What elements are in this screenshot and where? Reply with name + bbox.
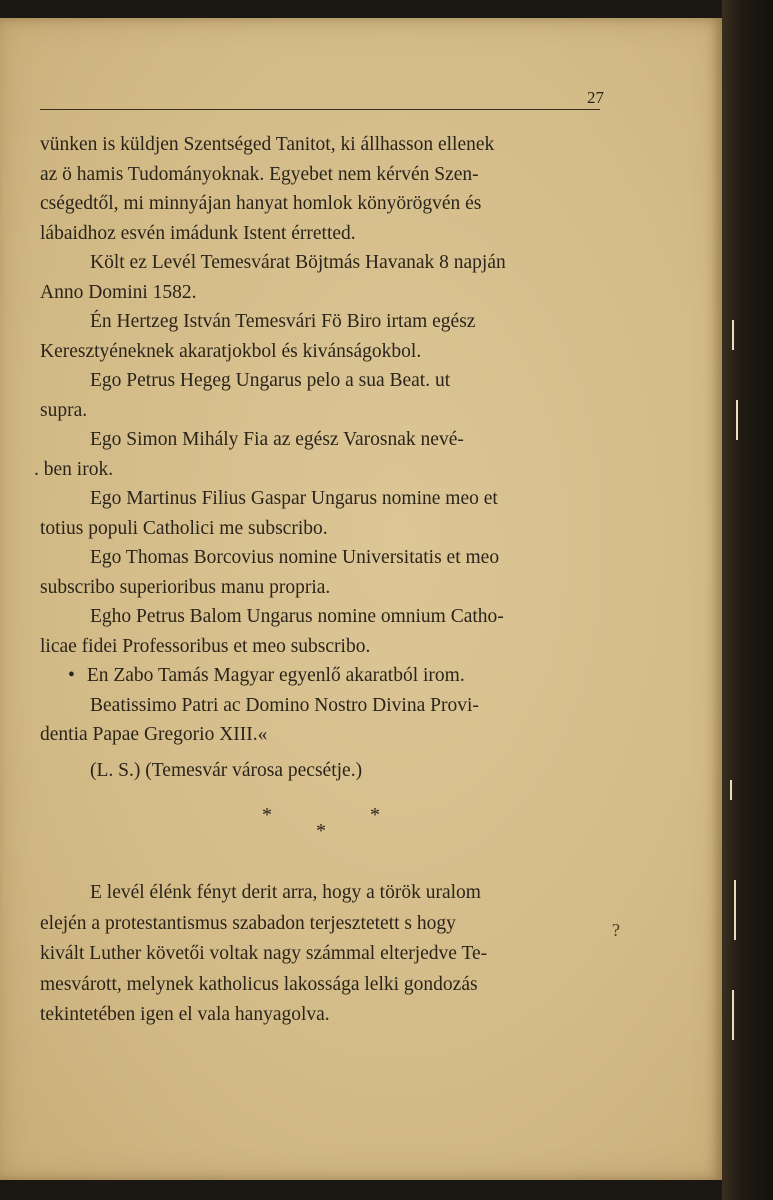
- text-line: cségedtől, mi minnyájan hanyat homlok könyörögvén és: [40, 193, 482, 214]
- star: *: [316, 820, 326, 842]
- text-line: Ego Martinus Filius Gaspar Ungarus nomine meo et: [90, 488, 498, 509]
- text-line: (L. S.) (Temesvár városa pecsétje.): [90, 759, 363, 781]
- header-rule: [40, 109, 600, 110]
- page-number: 27: [587, 88, 604, 107]
- text-line: kivált Luther követői voltak nagy számmal elterjedve Te-: [40, 943, 488, 964]
- text-line: Ego Simon Mihály Fia az egész Varosnak nevé-: [90, 429, 464, 450]
- spine-mark: [734, 880, 736, 940]
- text-line: Ego Petrus Hegeg Ungarus pelo a sua Beat. ut: [90, 370, 451, 391]
- main-text-block: [34, 130, 600, 785]
- text-line: subscribo superioribus manu propria.: [40, 576, 331, 598]
- commentary-text-block: [40, 878, 600, 1031]
- spine-mark: [732, 990, 734, 1040]
- text-line: lábaidhoz esvén imádunk Istent érretted.: [40, 222, 356, 244]
- text-line: tekintetében igen el vala hanyagolva.: [40, 1004, 330, 1025]
- star: *: [370, 804, 380, 826]
- text-line: elején a protestantismus szabadon terjesztetett s hogy: [40, 912, 456, 934]
- text-line: az ö hamis Tudományoknak. Egyebet nem kérvén Szen-: [40, 163, 479, 185]
- text-line: vünken is küldjen Szentséged Tanitot, ki állhasson ellenek: [40, 134, 495, 155]
- book-spine: [722, 0, 773, 1200]
- text-line: dentia Papae Gregorio XIII.«: [40, 724, 268, 745]
- text-line: Anno Domini 1582.: [40, 281, 197, 303]
- spine-mark: [730, 780, 732, 800]
- text-line: Költ ez Levél Temesvárat Böjtmás Havanak 8 napján: [90, 252, 506, 273]
- spine-mark: [732, 320, 734, 350]
- text-line-content: En Zabo Tamás Magyar egyenlő akaratból irom.: [86, 665, 465, 686]
- text-line: Beatissimo Patri ac Domino Nostro Divina Provi-: [90, 694, 479, 716]
- margin-note: ?: [612, 920, 620, 940]
- bullet-mark: •: [68, 665, 75, 686]
- text-line: totius populi Catholici me subscribo.: [40, 517, 328, 539]
- text-line: supra.: [40, 399, 88, 421]
- text-line: Egho Petrus Balom Ungarus nomine omnium Catho-: [90, 606, 504, 627]
- text-line: Ego Thomas Borcovius nomine Universitatis et meo: [90, 547, 500, 568]
- text-line: . ben irok.: [34, 458, 114, 480]
- text-line: E levél élénk fényt derit arra, hogy a török uralom: [90, 882, 481, 903]
- section-divider-stars: [240, 800, 400, 850]
- star: *: [262, 804, 272, 826]
- text-line: mesvárott, melynek katholicus lakossága lelki gondozás: [40, 973, 478, 995]
- text-line: Én Hertzeg István Temesvári Fö Biro irtam egész: [90, 311, 476, 332]
- spine-mark: [736, 400, 738, 440]
- text-line: licae fidei Professoribus et meo subscribo.: [40, 635, 371, 657]
- text-line: Keresztyéneknek akaratjokbol és kivánságokbol.: [40, 340, 422, 362]
- text-line-bulleted: [40, 661, 600, 691]
